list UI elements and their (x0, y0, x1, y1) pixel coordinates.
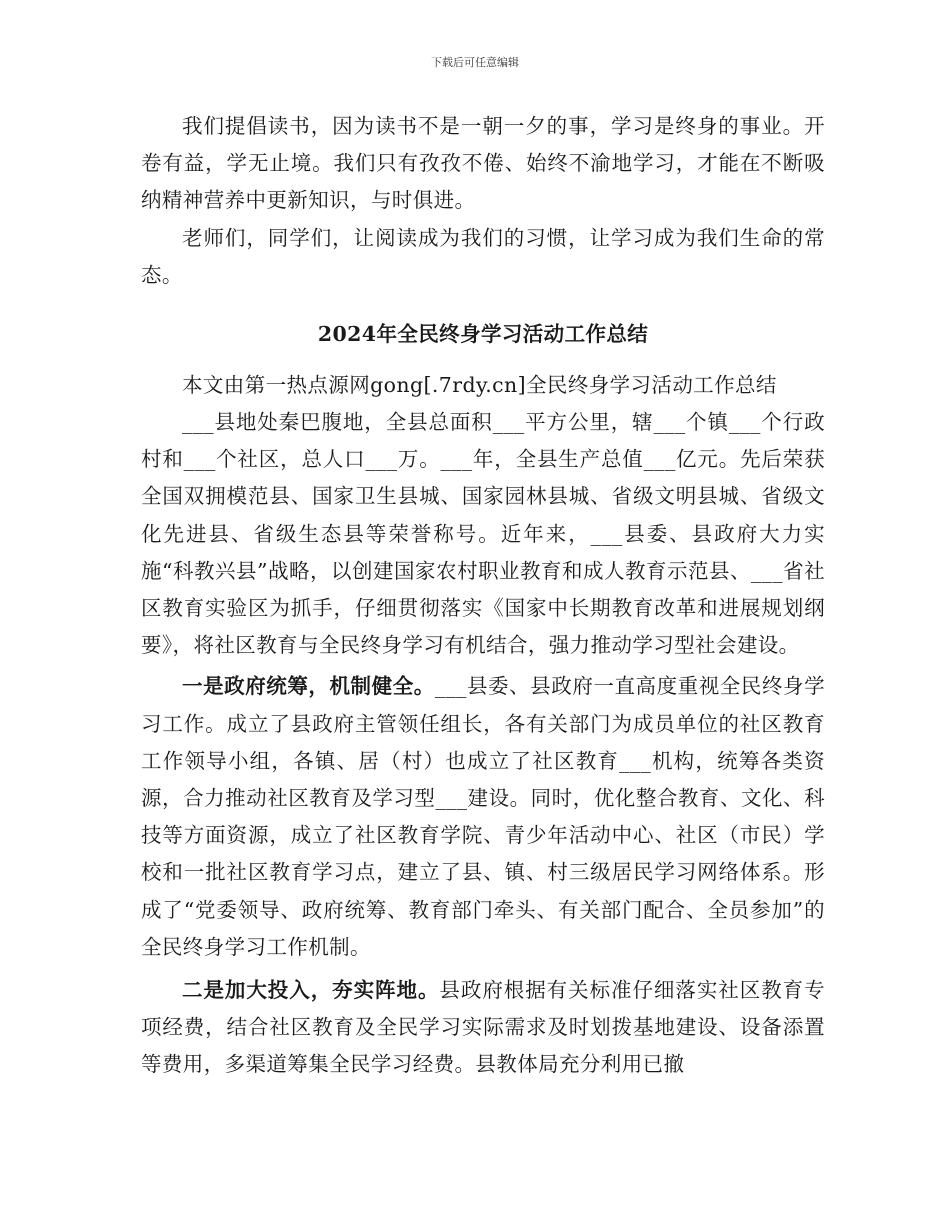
document-body (141, 108, 825, 1084)
section-1-paragraph (141, 668, 825, 966)
section-1-lead: 一是政府统筹，机制健全。 (182, 674, 435, 699)
source-line: 本文由第一热点源网gong[.7rdy.cn]全民终身学习活动工作总结 (182, 373, 777, 398)
body-paragraph-1: ___县地处秦巴腹地，全县总面积___平方公里，辖___个镇___个行政村和___个社区，总人口___万。___年，全县生产总值___亿元。先后荣获全国双拥模范县、国家卫生县城、国家园林县城、省级文明县城、省级文化先进县、省级生态县等荣誉称号。近年来，___县委、县政府大力实施“科教兴县”战略，以创建国家农村职业教育和成人教育示范县、___省社区教育实验区为抓手，仔细贯彻落实《国家中长期教育改革和进展规划纲要》，将社区教育与全民终身学习有机结合，强力推动学习型社会建设。 (141, 410, 825, 658)
intro-paragraph-1: 我们提倡读书，因为读书不是一朝一夕的事，学习是终身的事业。开卷有益，学无止境。我们只有孜孜不倦、始终不渝地学习，才能在不断吸纳精神营养中更新知识，与时俱进。 (141, 114, 825, 213)
section-2-paragraph (141, 972, 825, 1084)
section-1-text: ___县委、县政府一直高度重视全民终身学习工作。成立了县政府主管领任组长，各有关部门为成员单位的社区教育工作领导小组，各镇、居（村）也成立了社区教育___机构，统筹各类资源，合力推动社区教育及学习型___建设。同时，优化整合教育、文化、科技等方面资源，成立了社区教育学院、青少年活动中心、社区（市民）学校和一批社区教育学习点，建立了县、镇、村三级居民学习网络体系。形成了“党委领导、政府统筹、教育部门牵头、有关部门配合、全员参加”的全民终身学习工作机制。 (141, 674, 825, 959)
section-2-text: 县政府根据有关标准仔细落实社区教育专项经费，结合社区教育及全民学习实际需求及时划拨基地建设、设备添置等费用，多渠道筹集全民学习经费。县教体局充分利用已撤 (141, 978, 825, 1077)
intro-paragraph-2: 老师们，同学们，让阅读成为我们的习惯，让学习成为我们生命的常态。 (141, 225, 825, 287)
document-title: 2024年全民终身学习活动工作总结 (317, 322, 649, 347)
section-2-lead: 二是加大投入，夯实阵地。 (182, 978, 440, 1003)
header-note: 下载后可任意编辑 (431, 56, 519, 69)
